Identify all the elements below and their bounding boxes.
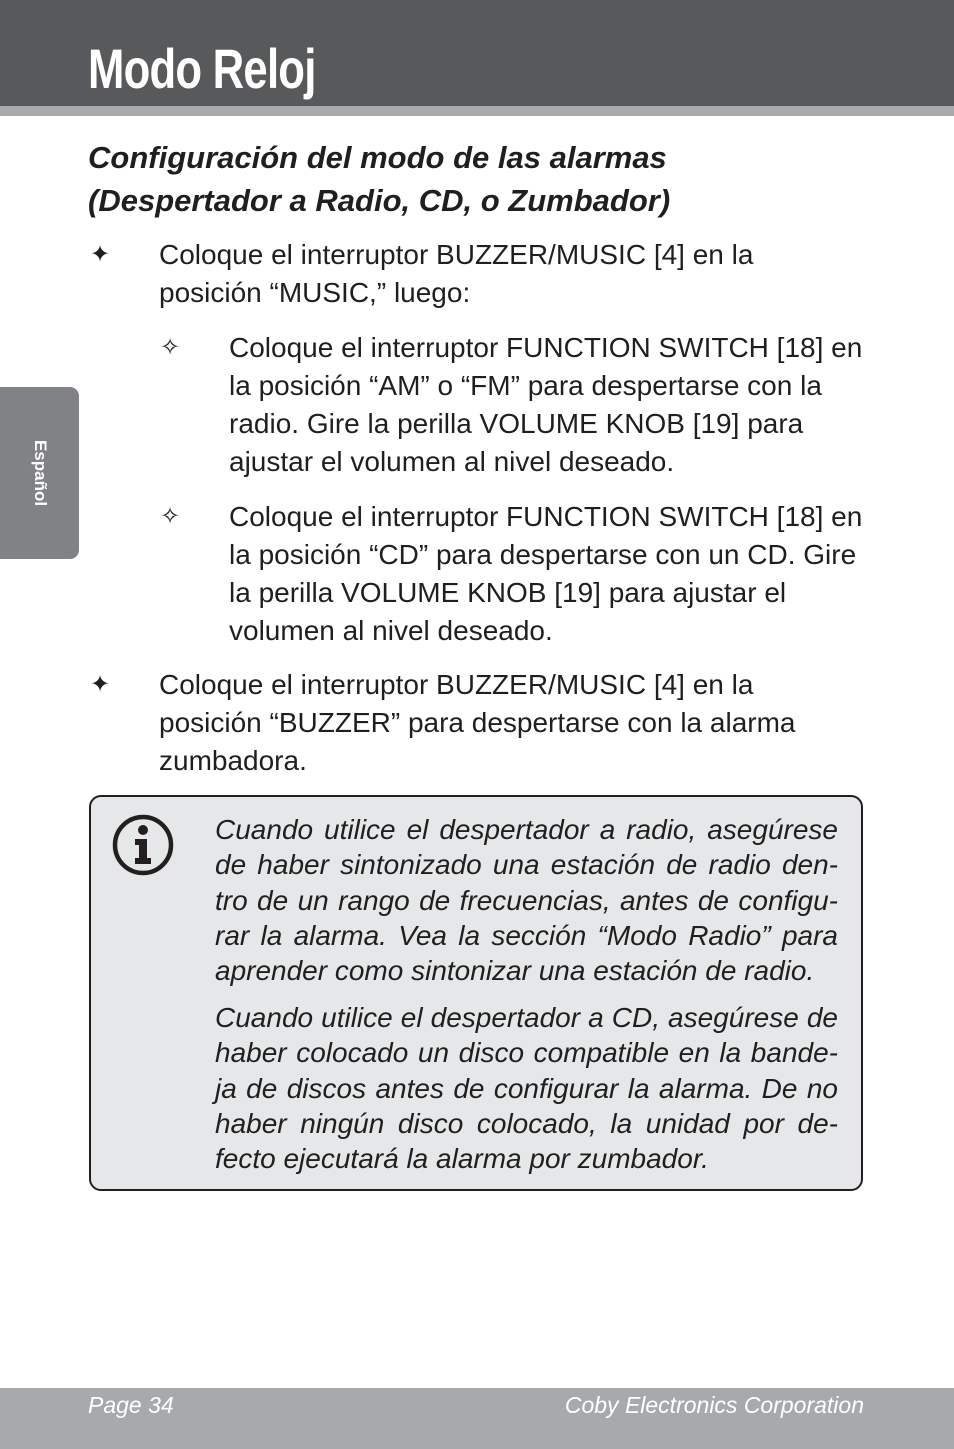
header-rule — [0, 106, 954, 116]
page-number: Page 34 — [88, 1392, 174, 1418]
note-paragraph: Cuando utilice el despertador a radio, asegúrese de haber sintonizado una estación de radio den-tro de un rango de frecuencias, antes de configu-rar la alarma. Vea la sección “Modo Radio” para aprender como sintonizar una estación de radio. — [215, 814, 838, 987]
sub-bullet-text: Coloque el interruptor FUNCTION SWITCH [18] en la posición “AM” o “FM” para despertarse con la radio. Gire la perilla VOLUME KNOB [19] para ajustar el volumen al nivel deseado. — [229, 332, 863, 477]
language-side-tab-label: Español — [31, 439, 50, 507]
four-point-star-outline-icon: ✧ — [160, 334, 181, 361]
four-point-star-filled-icon: ✦ — [90, 671, 111, 698]
four-point-star-filled-icon: ✦ — [90, 241, 111, 268]
sub-bullet-text: Coloque el interruptor FUNCTION SWITCH [18] en la posición “CD” para despertarse con un CD. Gire la perilla VOLUME KNOB [19] para ajustar el volumen al nivel deseado. — [229, 501, 863, 646]
section-heading — [88, 136, 848, 222]
four-point-star-outline-icon: ✧ — [160, 503, 181, 530]
bullet-text: Coloque el interruptor BUZZER/MUSIC [4] en la posición “MUSIC,” luego: — [159, 239, 754, 308]
info-icon — [111, 813, 175, 877]
company-name: Coby Electronics Corporation — [564, 1392, 864, 1418]
note-paragraph: Cuando utilice el despertador a CD, asegúrese de haber colocado un disco compatible en la bande-ja de discos antes de configurar la alarma. De no haber ningún disco colocado, la unidad por de-fecto ejecutará la alarma por zumbador. — [215, 1002, 838, 1175]
section-heading-line-1: Configuración del modo de las alarmas — [88, 140, 667, 175]
bullet-text: Coloque el interruptor BUZZER/MUSIC [4] en la posición “BUZZER” para despertarse con la alarma zumbadora. — [159, 669, 796, 776]
page-title: Modo Reloj — [88, 37, 316, 100]
section-heading-line-2: (Despertador a Radio, CD, o Zumbador) — [88, 183, 671, 218]
